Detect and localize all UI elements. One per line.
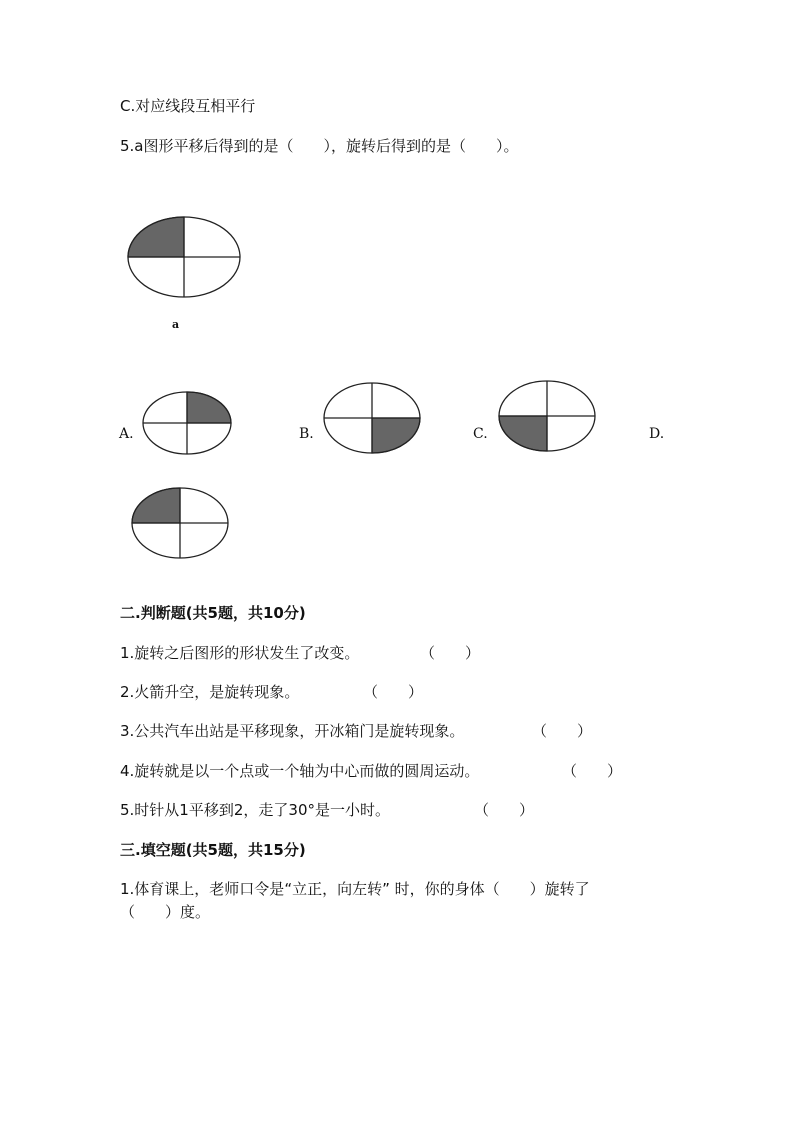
judge-item-2: 2.火箭升空，是旋转现象。 xyxy=(120,683,300,701)
option-a-label: A. xyxy=(119,426,134,442)
option-d-label: D. xyxy=(649,426,665,442)
judge-item-5: 5.时针从1平移到2，走了30°是一小时。 xyxy=(120,801,390,819)
option-c-figure xyxy=(498,380,596,452)
fill-item-1-line-1: 1.体育课上，老师口令是“立正，向左转” 时，你的身体（ ）旋转了 xyxy=(120,880,590,898)
judge-item-1: 1.旋转之后图形的形状发生了改变。 xyxy=(120,644,360,662)
question-5-text: 5.a图形平移后得到的是（ ），旋转后得到的是（ ）。 xyxy=(120,137,519,155)
option-a-figure xyxy=(142,391,232,455)
fill-item-1-line-2: （ ）度。 xyxy=(120,903,211,921)
figure-a-shaded-quadrant xyxy=(128,217,184,257)
option-c-label: C. xyxy=(473,426,488,442)
judge-item-3: 3.公共汽车出站是平移现象，开冰箱门是旋转现象。 xyxy=(120,722,465,740)
option-d-figure xyxy=(131,487,229,559)
judge-item-4: 4.旋转就是以一个点或一个轴为中心而做的圆周运动。 xyxy=(120,762,480,780)
judge-item-3-blank[interactable]: （ ） xyxy=(532,722,593,740)
judge-item-4-blank[interactable]: （ ） xyxy=(562,762,623,780)
option-b-figure xyxy=(323,382,421,454)
section-3-title: 三.填空题(共5题，共15分) xyxy=(120,841,306,859)
section-2-title: 二.判断题(共5题，共10分) xyxy=(120,604,306,622)
option-b-label: B. xyxy=(299,426,314,442)
judge-item-5-blank[interactable]: （ ） xyxy=(474,801,535,819)
figure-a xyxy=(126,215,242,299)
judge-item-1-blank[interactable]: （ ） xyxy=(420,644,481,662)
judge-item-2-blank[interactable]: （ ） xyxy=(363,683,424,701)
option-c-text: C.对应线段互相平行 xyxy=(120,97,256,115)
figure-a-label: a xyxy=(172,318,180,331)
